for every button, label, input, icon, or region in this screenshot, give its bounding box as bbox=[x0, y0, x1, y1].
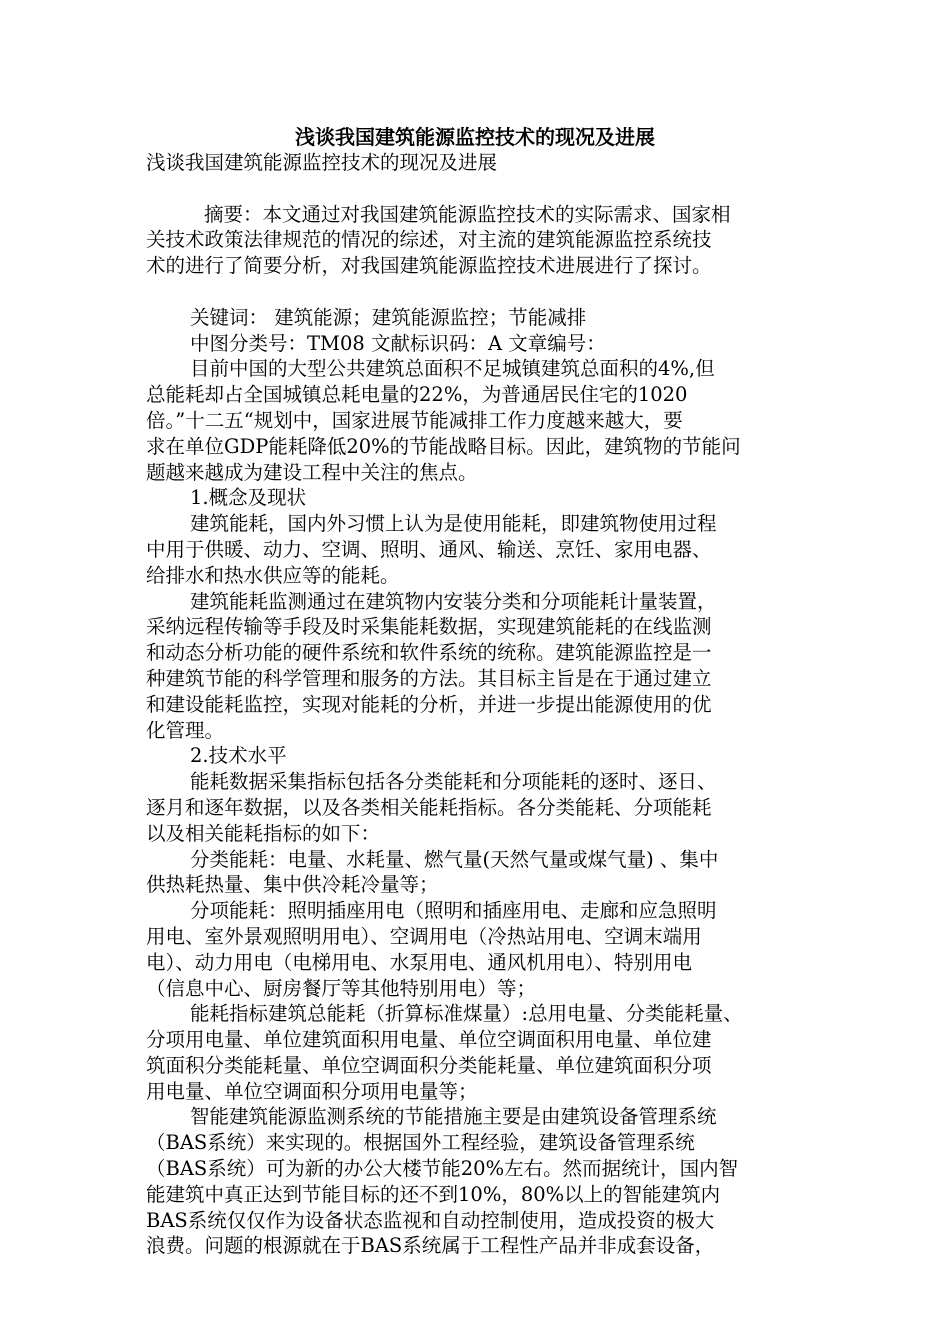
text-line: 逐月和逐年数据，以及各类相关能耗指标。各分类能耗、分项能耗 bbox=[146, 795, 712, 819]
text-line: 和动态分析功能的硬件系统和软件系统的统称。建筑能源监控是一 bbox=[146, 641, 712, 665]
text-line: 以及相关能耗指标的如下： bbox=[146, 821, 381, 845]
text-line: 术的进行了简要分析，对我国建筑能源监控技术进展进行了探讨。 bbox=[146, 254, 712, 278]
text-line: 电）、动力用电（电梯用电、水泵用电、通风机用电）、特别用电 bbox=[146, 950, 693, 974]
text-line: 分项能耗：照明插座用电（照明和插座用电、走廊和应急照明 bbox=[190, 899, 717, 923]
text-line: 供热耗热量、集中供冷耗冷量等； bbox=[146, 873, 439, 897]
text-line: 1.概念及现状 bbox=[190, 486, 307, 510]
text-line: 总能耗却占全国城镇总耗电量的22%，为普通居民住宅的1020 bbox=[146, 383, 688, 407]
blank-line bbox=[146, 176, 826, 202]
document-body bbox=[146, 150, 826, 1259]
text-line: 智能建筑能源监测系统的节能措施主要是由建筑设备管理系统 bbox=[190, 1105, 717, 1129]
text-line: 用电、室外景观照明用电）、空调用电（冷热站用电、空调末端用 bbox=[146, 924, 702, 948]
text-line: 中用于供暖、动力、空调、照明、通风、输送、烹饪、家用电器、 bbox=[146, 537, 712, 561]
text-line: 用电量、单位空调面积分项用电量等； bbox=[146, 1079, 478, 1103]
text-line: 建筑能耗，国内外习惯上认为是使用能耗，即建筑物使用过程 bbox=[190, 512, 717, 536]
text-line: 2.技术水平 bbox=[190, 744, 287, 768]
text-line: 给排水和热水供应等的能耗。 bbox=[146, 563, 400, 587]
text-line: 倍。”十二五“规划中，国家进展节能减排工作力度越来越大，要 bbox=[146, 408, 683, 432]
text-line: 关键词： 建筑能源；建筑能源监控；节能减排 bbox=[190, 305, 587, 329]
paragraph-lines bbox=[146, 176, 826, 1259]
text-line: 关技术政策法律规范的情况的综述，对主流的建筑能源监控系统技 bbox=[146, 228, 712, 252]
text-line: 能耗数据采集指标包括各分类能耗和分项能耗的逐时、逐日、 bbox=[190, 770, 717, 794]
text-line: （BAS系统）可为新的办公大楼节能20%左右。然而据统计，国内智 bbox=[146, 1157, 739, 1181]
text-line: 和建设能耗监控，实现对能耗的分析，并进一步提出能源使用的优 bbox=[146, 692, 712, 716]
document-subtitle: 浅谈我国建筑能源监控技术的现况及进展 bbox=[146, 151, 498, 174]
text-line: 摘要：本文通过对我国建筑能源监控技术的实际需求、国家相 bbox=[204, 202, 731, 226]
blank-line bbox=[146, 279, 826, 305]
text-line: 能耗指标建筑总能耗（折算标准煤量）:总用电量、分类能耗量、 bbox=[190, 1002, 743, 1026]
text-line: 中图分类号：TM08 文献标识码：A 文章编号： bbox=[190, 331, 606, 355]
text-line: 建筑能耗监测通过在建筑物内安装分类和分项能耗计量装置， bbox=[190, 589, 717, 613]
text-line: 采纳远程传输等手段及时采集能耗数据，实现建筑能耗的在线监测 bbox=[146, 615, 712, 639]
text-line: 求在单位GDP能耗降低20%的节能战略目标。因此，建筑物的节能问 bbox=[146, 434, 741, 458]
text-line: 浪费。问题的根源就在于BAS系统属于工程性产品并非成套设备， bbox=[146, 1234, 715, 1258]
text-line: 目前中国的大型公共建筑总面积不足城镇建筑总面积的4%,但 bbox=[190, 357, 715, 381]
text-line: 化管理。 bbox=[146, 718, 225, 742]
text-line: BAS系统仅仅作为设备状态监视和自动控制使用，造成投资的极大 bbox=[146, 1208, 715, 1232]
text-line: 种建筑节能的科学管理和服务的方法。其目标主旨是在于通过建立 bbox=[146, 666, 712, 690]
text-line: 分项用电量、单位建筑面积用电量、单位空调面积用电量、单位建 bbox=[146, 1028, 712, 1052]
document-title: 浅谈我国建筑能源监控技术的现况及进展 bbox=[295, 125, 655, 149]
text-line: 题越来越成为建设工程中关注的焦点。 bbox=[146, 460, 478, 484]
text-line: （信息中心、厨房餐厅等其他特别用电）等； bbox=[146, 976, 537, 1000]
text-line: 能建筑中真正达到节能目标的还不到10%，80%以上的智能建筑内 bbox=[146, 1182, 721, 1206]
text-line: 筑面积分类能耗量、单位空调面积分类能耗量、单位建筑面积分项 bbox=[146, 1053, 712, 1077]
text-line: （BAS系统）来实现的。根据国外工程经验，建筑设备管理系统 bbox=[146, 1131, 695, 1155]
text-line: 分类能耗：电量、水耗量、燃气量(天然气量或煤气量) 、集中 bbox=[190, 847, 719, 871]
